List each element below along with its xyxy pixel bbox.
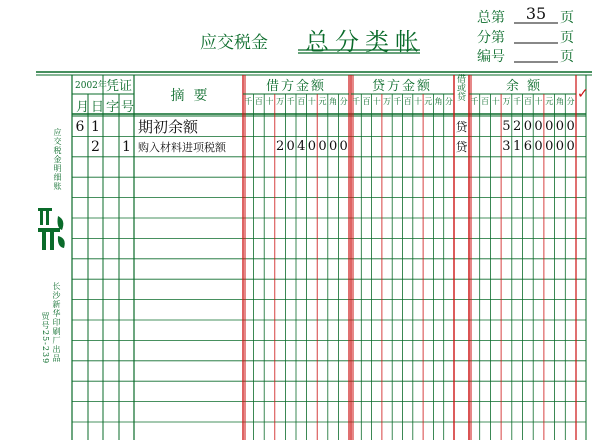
row-balance-digit: 6: [523, 139, 532, 155]
page-sub-unit: 页: [560, 30, 574, 46]
year-label: 2002年: [75, 81, 107, 91]
serial-label: 编号: [477, 49, 505, 65]
row-debit-digit: 0: [339, 139, 348, 155]
digit-header-balance: 百: [523, 97, 532, 106]
check-mark: ✓: [577, 86, 589, 102]
sidebar-brand-text: 应交税金明细账: [53, 128, 62, 191]
row-debit-digit: 0: [328, 139, 338, 155]
digit-header-credit: 千: [352, 97, 361, 106]
digit-header-credit: 万: [383, 97, 392, 106]
row-balance-digit: 0: [534, 119, 543, 134]
row-debit-digit: 0: [286, 139, 295, 155]
row-balance-digit: 0: [534, 139, 543, 155]
digit-header-credit: 千: [393, 97, 402, 106]
digit-header-credit: 百: [403, 97, 412, 106]
row-balance-digit: 3: [502, 139, 511, 155]
voucher-no-label: 号: [121, 100, 135, 115]
row-summary: 购入材料进项税额: [138, 141, 226, 155]
page-total-unit: 页: [560, 10, 574, 26]
direction-label: 借或贷: [455, 74, 465, 101]
digit-header-balance: 元: [545, 97, 554, 106]
digit-header-debit: 千: [244, 97, 253, 106]
month-label: 月: [76, 100, 90, 115]
digit-header-debit: 百: [254, 97, 263, 106]
row-summary: 期初余额: [138, 118, 199, 136]
digit-header-credit: 分: [444, 97, 453, 106]
digit-header-debit: 十: [265, 97, 274, 106]
row-debit-digit: 4: [297, 139, 306, 155]
debit-label: 借方金额: [265, 79, 326, 94]
row-debit-digit: 0: [307, 139, 317, 155]
digit-header-balance: 分: [566, 97, 575, 106]
digit-header-balance: 十: [491, 97, 500, 106]
digit-header-credit: 角: [434, 97, 443, 106]
digit-header-balance: 万: [502, 97, 511, 106]
row-direction: 贷: [455, 120, 468, 134]
account-name: 应交税金: [200, 33, 268, 53]
day-label: 日: [91, 100, 105, 115]
row-balance-digit: 2: [513, 119, 522, 134]
voucher-label: 凭证: [106, 79, 133, 94]
digit-header-debit: 百: [297, 97, 306, 106]
row-balance-digit: 0: [523, 119, 532, 134]
digit-header-debit: 十: [307, 97, 316, 106]
summary-label: 摘 要: [170, 88, 208, 104]
row-debit-digit: 0: [318, 139, 327, 155]
digit-header-debit: 角: [329, 97, 338, 106]
digit-header-debit: 分: [339, 97, 348, 106]
sidebar-serial-text: 贸号25-239: [41, 312, 50, 365]
row-balance-digit: 0: [545, 119, 554, 134]
row-balance-digit: 5: [502, 119, 511, 134]
digit-header-credit: 元: [424, 97, 433, 106]
digit-header-credit: 十: [372, 97, 381, 106]
digit-header-debit: 万: [276, 97, 285, 106]
digit-header-balance: 百: [481, 97, 490, 106]
row-voucher-no: 1: [122, 139, 131, 156]
digit-header-balance: 千: [470, 97, 479, 106]
row-balance-digit: 0: [545, 139, 554, 155]
sidebar-publisher-text: 长沙新华印刷厂出品: [52, 282, 61, 363]
row-direction: 贷: [455, 140, 468, 155]
serial-unit: 页: [560, 49, 574, 65]
digit-header-balance: 角: [555, 97, 564, 106]
publisher-logo-icon: [36, 206, 70, 254]
row-month: 6: [75, 119, 85, 135]
page-total-label: 总第: [477, 10, 505, 26]
digit-header-balance: 十: [534, 97, 543, 106]
row-balance-digit: 0: [566, 119, 575, 134]
voucher-word-label: 字: [106, 100, 120, 115]
page-sub-label: 分第: [477, 30, 505, 46]
digit-header-credit: 十: [413, 97, 422, 106]
row-balance-digit: 1: [513, 139, 522, 155]
credit-label: 贷方金额: [371, 79, 432, 94]
row-day: 1: [91, 119, 100, 135]
row-day: 2: [91, 139, 100, 156]
row-balance-digit: 0: [555, 139, 565, 155]
digit-header-balance: 千: [513, 97, 522, 106]
digit-header-credit: 百: [362, 97, 371, 106]
balance-label: 余 额: [505, 79, 541, 94]
row-balance-digit: 0: [566, 139, 575, 155]
row-debit-digit: 2: [275, 139, 285, 155]
digit-header-debit: 元: [318, 97, 327, 106]
row-balance-digit: 0: [555, 119, 565, 134]
digit-header-debit: 千: [286, 97, 295, 106]
ledger-title: 总分类帐: [305, 28, 425, 56]
page-total-value: 35: [525, 4, 547, 23]
